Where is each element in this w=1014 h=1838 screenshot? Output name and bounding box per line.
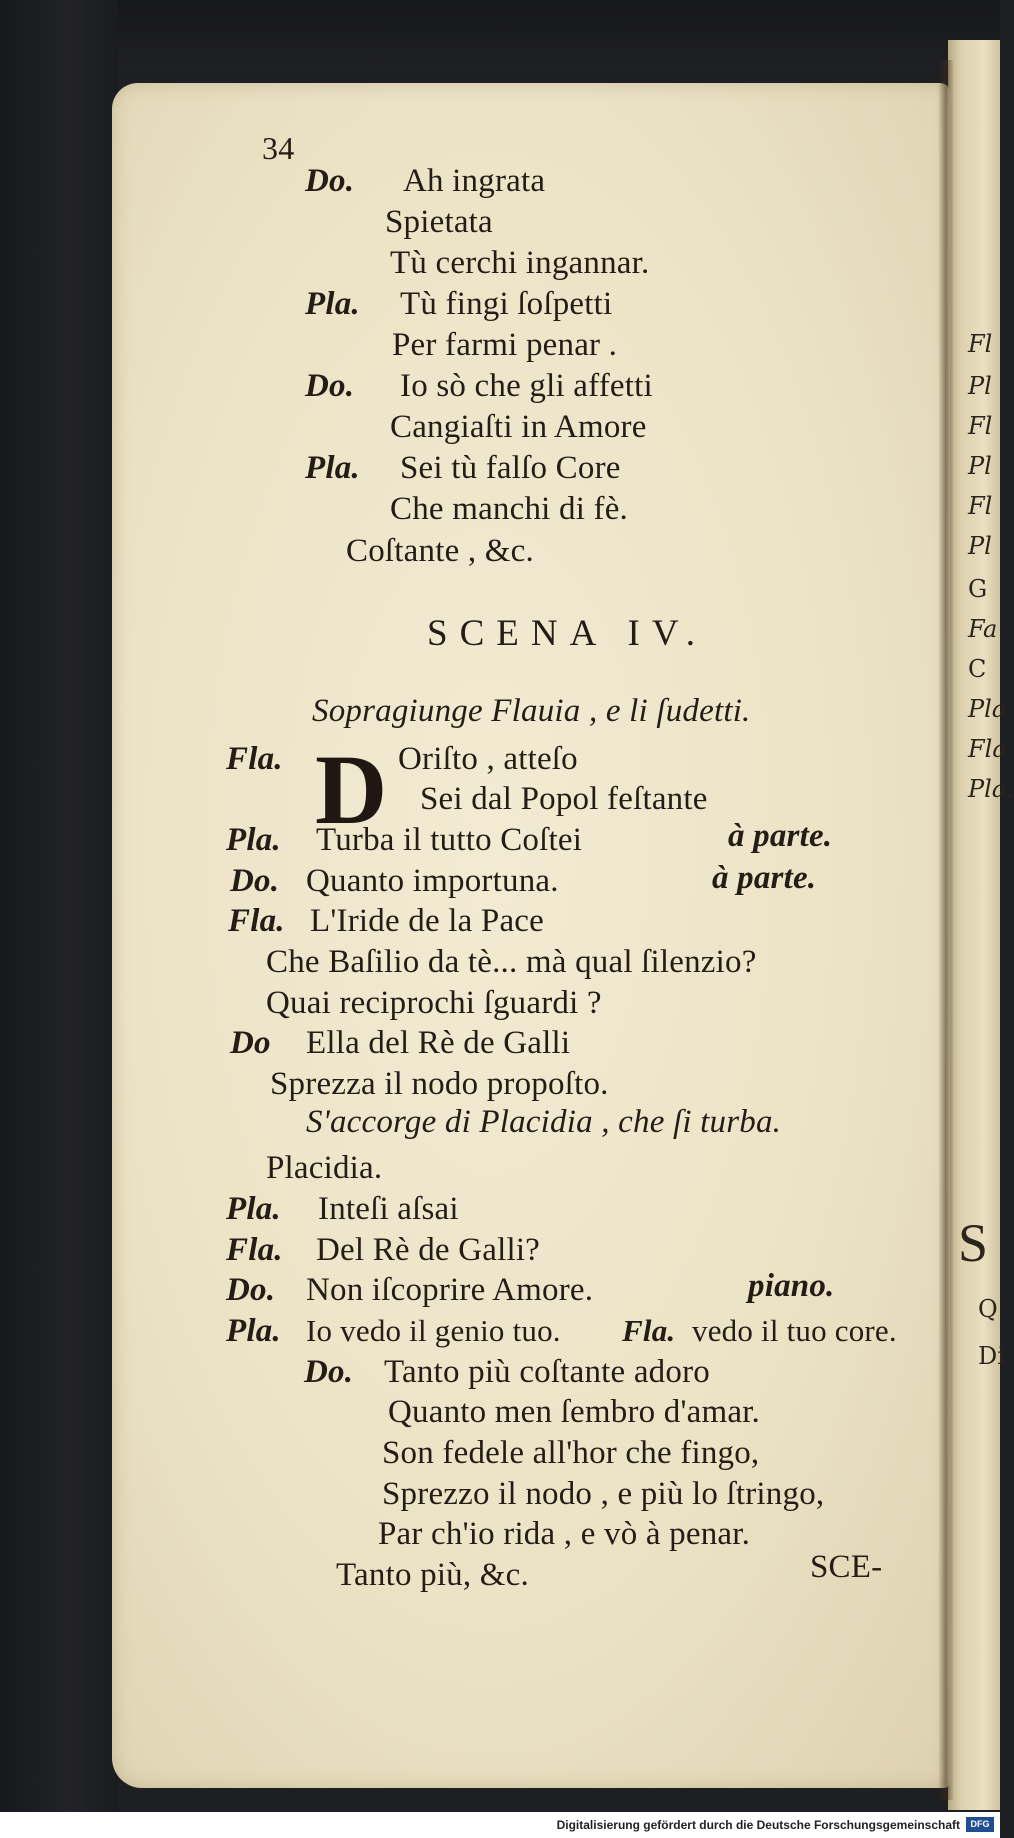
page-number: 34 xyxy=(262,130,295,166)
aside-direction: à parte. xyxy=(728,818,833,854)
verse-line: Turba il tutto Coſtei xyxy=(316,822,583,858)
verse-line: Ah ingrata xyxy=(403,163,546,199)
stage-direction: S'accorge di Placidia , che ſi turba. xyxy=(306,1104,782,1140)
verse-line: L'Iride de la Pace xyxy=(310,903,545,939)
verse-line: vedo il tuo core. xyxy=(692,1313,897,1348)
verse-line: Quanto men ſembro d'amar. xyxy=(388,1394,761,1430)
speaker-label: Do. xyxy=(226,1272,276,1308)
verse-line: Coſtante , &c. xyxy=(346,533,534,569)
footer-bar xyxy=(0,1812,1000,1838)
facing-fragment: Fl xyxy=(968,330,993,358)
verse-line: Io sò che gli affetti xyxy=(400,368,653,404)
verse-line: Sprezza il nodo propoſto. xyxy=(270,1066,609,1102)
verse-line: Del Rè de Galli? xyxy=(316,1232,541,1268)
aside-direction: à parte. xyxy=(712,860,817,896)
verse-line: Oriſto , atteſo xyxy=(398,741,578,777)
facing-fragment: Fl xyxy=(968,412,993,440)
verse-line: Che manchi di fè. xyxy=(390,491,628,527)
verse-line: Spietata xyxy=(385,204,493,240)
speaker-label: Do. xyxy=(305,368,355,404)
scan-background-left xyxy=(0,0,118,1838)
verse-line: Che Baſilio da tè... mà qual ſilenzio? xyxy=(266,944,757,980)
scan-background-top xyxy=(0,0,1000,70)
verse-line: Tù cerchi ingannar. xyxy=(390,245,650,281)
verse-line: Quanto importuna. xyxy=(306,863,559,899)
facing-fragment-dropcap: S xyxy=(958,1213,989,1273)
verse-line: Cangiaſti in Amore xyxy=(390,409,647,445)
speaker-label: Do. xyxy=(230,863,280,899)
footer-credit: Digitalisierung gefördert durch die Deutsche Forschungsgemeinschaft xyxy=(556,1818,960,1832)
speaker-label: Pla. xyxy=(305,286,360,322)
verse-line: Quai reciprochi ſguardi ? xyxy=(266,985,602,1021)
facing-fragment: Fla xyxy=(968,735,1007,763)
scene-heading: SCENA IV. xyxy=(427,613,708,654)
verse-line: Tù fingi ſoſpetti xyxy=(400,286,613,322)
facing-page-edge xyxy=(948,40,1000,1810)
facing-fragment: Pla xyxy=(968,695,1007,723)
facing-fragment: Fa xyxy=(968,615,998,643)
speaker-label: Do. xyxy=(305,163,355,199)
facing-fragment: Pl xyxy=(968,452,992,480)
facing-fragment: Di xyxy=(978,1342,1005,1370)
verse-line: Par ch'io rida , e vò à penar. xyxy=(378,1516,751,1552)
speaker-label: Pla. xyxy=(226,1313,281,1349)
facing-fragment: Q xyxy=(978,1295,998,1323)
verse-line: Tanto più coſtante adoro xyxy=(384,1354,710,1390)
verse-line: Per farmi penar . xyxy=(392,327,618,363)
verse-line: Sei tù falſo Core xyxy=(400,450,621,486)
facing-fragment: Pla. xyxy=(968,775,1014,803)
speaker-label: Pla. xyxy=(226,822,281,858)
speaker-label: Do. xyxy=(304,1354,354,1390)
speaker-label: Pla. xyxy=(226,1191,281,1227)
speaker-label: Fla. xyxy=(228,903,285,939)
verse-line: Inteſi aſsai xyxy=(318,1191,459,1227)
facing-fragment: Fl xyxy=(968,492,993,520)
verse-line: Sprezzo il nodo , e più lo ſtringo, xyxy=(382,1476,825,1512)
verse-line: Son fedele all'hor che fingo, xyxy=(382,1435,760,1471)
verse-line: Non iſcoprire Amore. xyxy=(306,1272,594,1308)
speaker-label: Fla. xyxy=(226,1232,283,1268)
aside-direction: piano. xyxy=(748,1268,835,1304)
facing-fragment: Pl xyxy=(968,372,992,400)
verse-line: Tanto più, &c. xyxy=(336,1557,529,1593)
dfg-logo: DFG xyxy=(966,1817,994,1832)
drop-cap: D xyxy=(315,734,388,845)
stage-direction: Sopragiunge Flauia , e li ſudetti. xyxy=(312,693,751,729)
speaker-label: Pla. xyxy=(305,450,360,486)
speaker-label: Do xyxy=(230,1025,271,1061)
verse-line: Sei dal Popol feſtante xyxy=(420,781,708,817)
page-gutter xyxy=(938,60,954,1800)
facing-fragment: Pl xyxy=(968,532,992,560)
verse-line: Placidia. xyxy=(266,1150,383,1186)
catchword: SCE- xyxy=(810,1549,883,1585)
facing-fragment: C xyxy=(968,655,987,683)
speaker-label: Fla. xyxy=(226,741,283,777)
facing-fragment: G xyxy=(968,575,988,603)
verse-line: Ella del Rè de Galli xyxy=(306,1025,571,1061)
verse-line: Io vedo il genio tuo. xyxy=(306,1313,561,1348)
speaker-label: Fla. xyxy=(622,1313,676,1348)
